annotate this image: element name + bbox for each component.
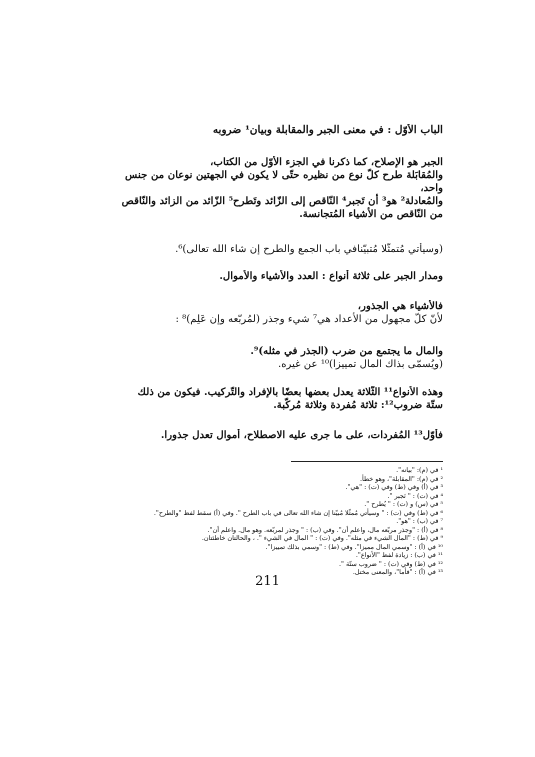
paragraph-line: (ويُسمّى بذاك المال تمييزا)¹⁰ عن غيره. [277, 359, 443, 370]
paragraph-line: واحد، [420, 182, 443, 194]
footnote: ¹² في (ط) وفي (ت) : " ضروب ستّة ". [339, 559, 443, 568]
paragraph-wealth [91, 345, 443, 371]
paragraph-line: من النّاقص من الأشياء المُتجانسة. [299, 208, 443, 220]
paragraph-things [91, 300, 443, 326]
footnote: ¹¹ في (ب) : زيادة لفظ "الأنواع". [355, 551, 443, 559]
chapter-heading [91, 124, 443, 137]
footnote: ⁸ في (أ) : "وجذر مربّعه مال، واعلم أن". وفي (ب) : " وجذر لمربّعه. وهو مال. واعلم أن". [207, 525, 443, 534]
paragraph-note [91, 243, 443, 256]
footnote: ⁹ في (ط) : "المال الشيء في مثله". وفي (ت) : " المال في الشيء ". ، والحالتان خاطئتان. [201, 534, 443, 542]
footnote-separator [291, 461, 443, 462]
paragraph-line: فأوّل¹³ المُفردات، على ما جرى عليه الاصطلاح، أموال تعدل جذورا. [160, 429, 443, 441]
paragraph-line: وهذه الأنواع¹¹ الثّلاثة يعدل بعضها بعضًا بالإفراد والتّركيب. فيكون من ذلك [137, 386, 443, 398]
paragraph-line: والمُعادلة² هو³ أن تَجبر⁴ النّاقص إلى الزّائد وتَطرح⁵ الزّائد من الزائد والنّاقص [121, 195, 443, 207]
page-number: 211 [255, 574, 280, 589]
paragraph-line: ستّة ضروب¹²: ثلاثة مُفردة وثلاثة مُركّبة. [273, 399, 443, 411]
paragraph-line: (وسيأتي مُتمثّلا مُتبيّنافي باب الجمع والطرح إن شاء الله تعالى)⁶. [175, 244, 443, 255]
paragraph-line: والمال ما يجتمع من ضرب (الجذر في مثله)⁹. [250, 345, 443, 357]
footnote: ⁷ في (ب) : "هو". [396, 517, 443, 525]
footnotes [71, 466, 443, 577]
paragraph-first-simple [91, 429, 443, 442]
heading-line: الباب الأوّل : في معنى الجبر والمقابلة وبيان¹ ضروبه [212, 124, 443, 136]
paragraph-line: ومدار الجبر على ثلاثة أنواع : العدد والأشياء والأموال. [219, 270, 443, 282]
paragraph-line: والمُقابَلة طرح كلّ نوع من نظيره حتّى لا يكون في الجهتين نوعان من جنس [125, 169, 443, 181]
footnote: ¹⁰ في (أ) : "وسمي المال مميزا". وفي (ط) : "وسمي بذلك تمييزا". [265, 542, 443, 551]
footnote: ² في (م): "المقابلة"، وهو خطأ. [360, 474, 443, 483]
paragraph-line: الجبر هو الإصلاح، كما ذكرنا في الجزء الأوّل من الكتاب، [210, 156, 443, 168]
footnote: ³ في (أ) وفي (ط) وفي (ت) : "هي". [345, 483, 443, 491]
paragraph-combinations [91, 386, 443, 412]
paragraph-definitions [91, 156, 443, 221]
paragraph-line: فالأشياء هي الجذور، [357, 300, 443, 312]
footnote: ⁴ في (ت) : " نَجبر ". [387, 491, 443, 500]
footnote: ⁵ في (س) و (ت) : " يُطرح ". [364, 500, 443, 508]
paragraph-line: لأنّ كلّ مجهول من الأعداد هي⁷ شيء وجذر (لمُربّعه وإن عَلِم)⁸ : [175, 314, 443, 325]
footnote: ¹³ في (أ) : "فأما"، والمعنى مختل. [352, 568, 443, 576]
paragraph-types [91, 270, 443, 283]
footnote: ⁶ في (ط) وفي (ت) : " وسيأتي مُمثّلا مُبيّنا إن شاء الله تعالى في باب الطرح ". وفي (أ) سقط لفظ "والطرح". [153, 508, 443, 517]
footnote: ¹ في (م): "بيانه". [396, 466, 443, 474]
